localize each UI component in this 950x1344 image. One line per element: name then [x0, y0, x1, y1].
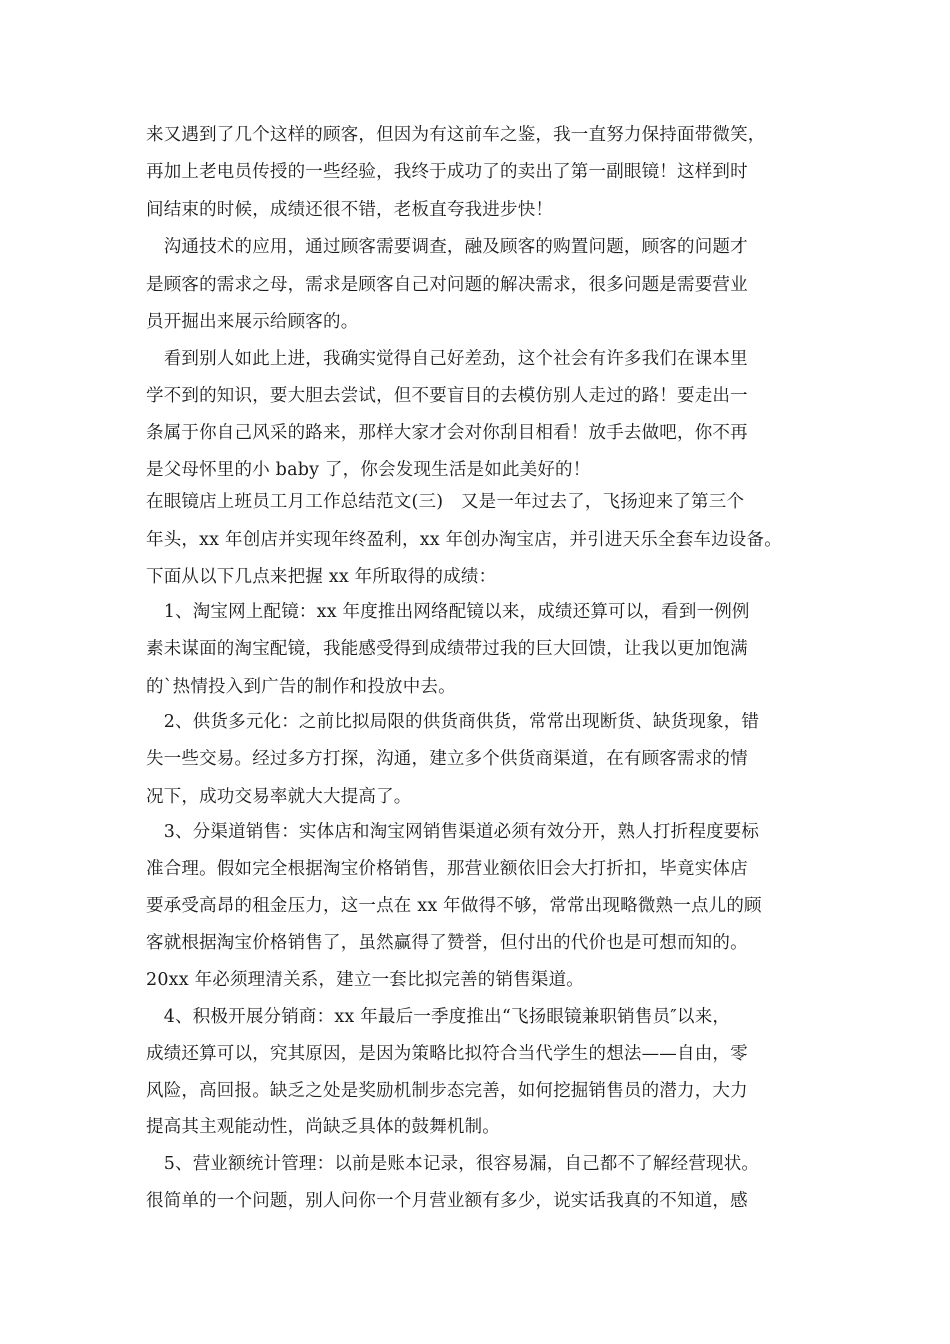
text-line: 是顾客的需求之母，需求是顾客自己对问题的解决需求，很多问题是需要营业 — [146, 275, 748, 295]
text-line: 来又遇到了几个这样的顾客，但因为有这前车之鉴，我一直努力保持面带微笑， — [146, 125, 766, 145]
text-line: 再加上老电员传授的一些经验，我终于成功了的卖出了第一副眼镜！这样到时 — [146, 162, 748, 182]
text-line: 20xx 年必须理清关系，建立一套比拟完善的销售渠道。 — [146, 970, 584, 990]
text-line: 提高其主观能动性，尚缺乏具体的鼓舞机制。 — [146, 1117, 500, 1137]
text-line: 的`热情投入到广告的制作和投放中去。 — [146, 677, 456, 697]
text-line: 5、营业额统计管理：以前是账本记录，很容易漏，自己都不了解经营现状。 — [146, 1154, 760, 1174]
text-line: 准合理。假如完全根据淘宝价格销售，那营业额依旧会大打折扣，毕竟实体店 — [146, 859, 748, 879]
text-line: 4、积极开展分销商：xx 年最后一季度推出“飞扬眼镜兼职销售员″以来， — [146, 1007, 731, 1027]
text-line: 间结束的时候，成绩还很不错，老板直夸我进步快！ — [146, 200, 554, 220]
text-line: 是父母怀里的小 baby 了，你会发现生活是如此美好的！ — [146, 460, 591, 480]
text-line: 况下，成功交易率就大大提高了。 — [146, 787, 412, 807]
text-line: 成绩还算可以，究其原因，是因为策略比拟符合当代学生的想法——自由，零 — [146, 1044, 748, 1064]
text-line: 下面从以下几点来把握 xx 年所取得的成绩： — [146, 567, 497, 587]
text-line: 2、供货多元化：之前比拟局限的供货商供货，常常出现断货、缺货现象，错 — [146, 712, 760, 732]
section-heading-line: 在眼镜店上班员工月工作总结范文(三) 又是一年过去了，飞扬迎来了第三个 — [146, 492, 745, 512]
text-line: 客就根据淘宝价格销售了，虽然赢得了赞誉，但付出的代价也是可想而知的。 — [146, 933, 748, 953]
text-line: 要承受高昂的租金压力，这一点在 xx 年做得不够，常常出现略微熟一点儿的顾 — [146, 896, 762, 916]
text-line: 年头，xx 年创店并实现年终盈利，xx 年创办淘宝店，并引进天乐全套车边设备。 — [146, 530, 782, 550]
text-line: 风险，高回报。缺乏之处是奖励机制步态完善，如何挖掘销售员的潜力，大力 — [146, 1081, 748, 1101]
text-line: 沟通技术的应用，通过顾客需要调查，融及顾客的购置问题，顾客的问题才 — [146, 237, 748, 257]
text-line: 素未谋面的淘宝配镜，我能感受得到成绩带过我的巨大回馈，让我以更加饱满 — [146, 639, 748, 659]
text-line: 1、淘宝网上配镜：xx 年度推出网络配镜以来，成绩还算可以，看到一例例 — [146, 602, 750, 622]
text-line: 3、分渠道销售：实体店和淘宝网销售渠道必须有效分开，熟人打折程度要标 — [146, 822, 760, 842]
text-line: 看到别人如此上进，我确实觉得自己好差劲，这个社会有许多我们在课本里 — [146, 349, 748, 369]
text-line: 条属于你自己风采的路来，那样大家才会对你刮目相看！放手去做吧，你不再 — [146, 423, 748, 443]
text-line: 学不到的知识，要大胆去尝试，但不要盲目的去模仿别人走过的路！要走出一 — [146, 386, 748, 406]
text-line: 很简单的一个问题，别人问你一个月营业额有多少，说实话我真的不知道，感 — [146, 1191, 748, 1211]
text-line: 失一些交易。经过多方打探，沟通，建立多个供货商渠道，在有顾客需求的情 — [146, 749, 748, 769]
text-line: 员开掘出来展示给顾客的。 — [146, 312, 359, 332]
